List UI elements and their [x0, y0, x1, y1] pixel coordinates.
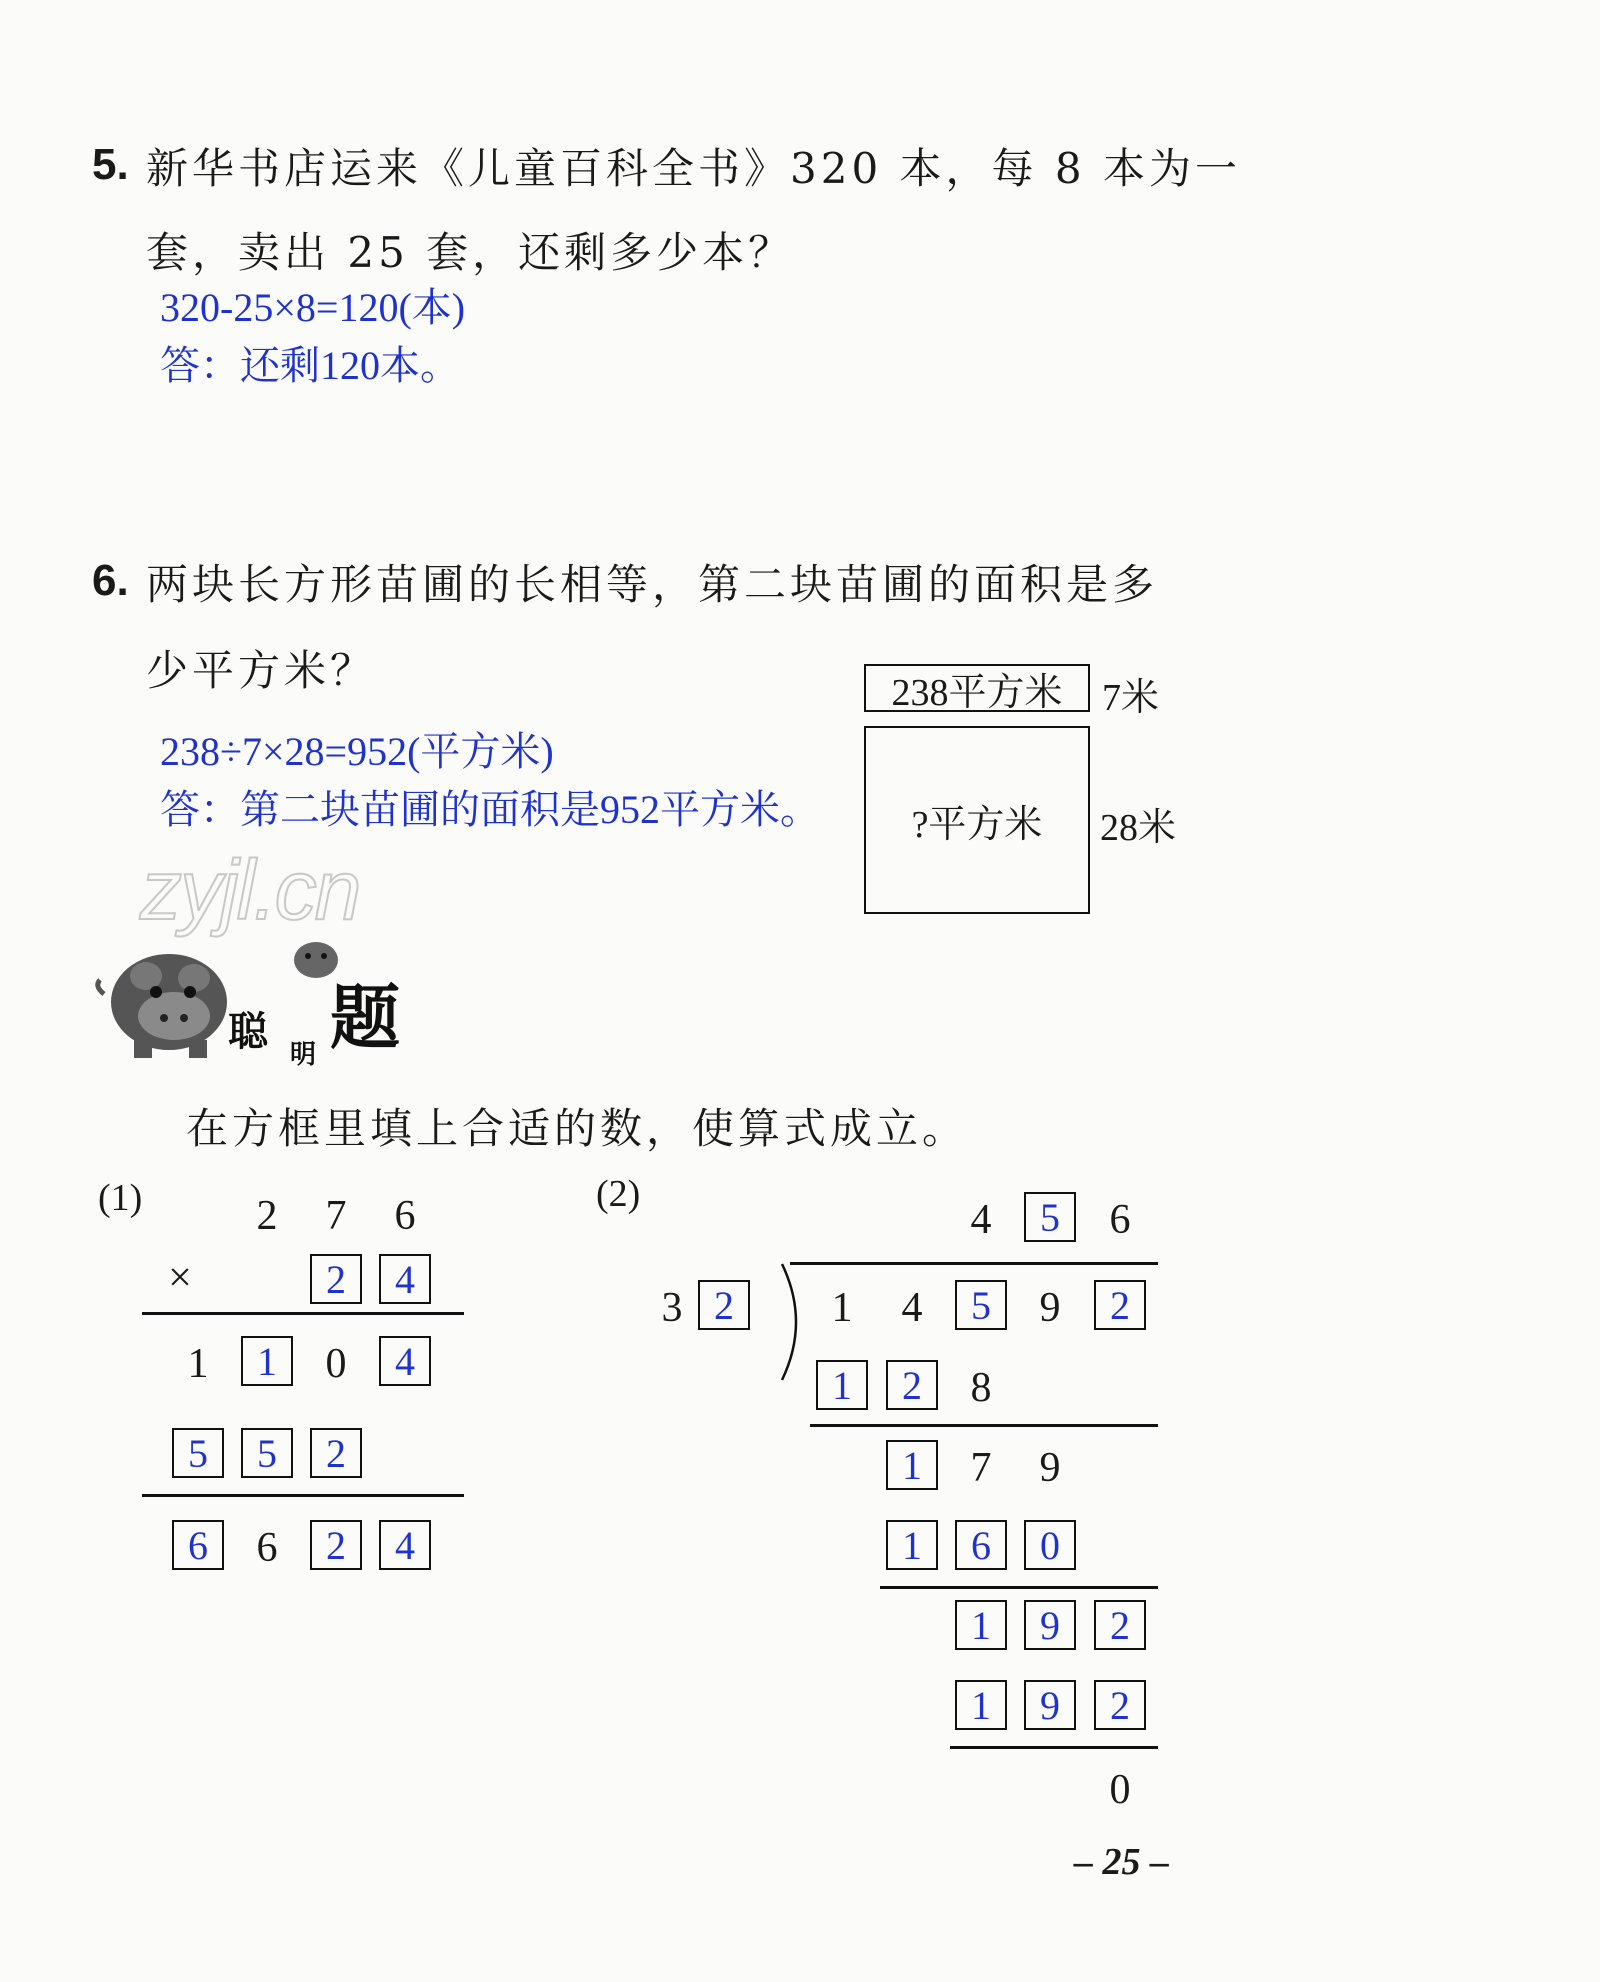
answer-box[interactable]: 6 [955, 1520, 1007, 1570]
dividend-digit: 4 [901, 1285, 923, 1331]
quotient-digit: 4 [970, 1197, 992, 1243]
rule-line [950, 1746, 1158, 1749]
bottom-rectangle-label: ?平方米 [911, 803, 1043, 846]
answer-box[interactable]: 1 [886, 1440, 938, 1490]
answer-box[interactable]: 5 [172, 1428, 224, 1478]
step-digit: 8 [970, 1365, 992, 1411]
remainder-digit: 0 [1109, 1767, 1131, 1813]
bottom-rectangle [864, 726, 1090, 914]
answer-box[interactable]: 4 [379, 1520, 431, 1570]
multiplicand-digit: 2 [256, 1193, 278, 1239]
answer-box[interactable]: 1 [955, 1600, 1007, 1650]
answer-box[interactable]: 4 [379, 1336, 431, 1386]
step-digit: 9 [1039, 1445, 1061, 1491]
top-rectangle [864, 664, 1090, 712]
rule-line [810, 1424, 1158, 1427]
section-title-small-1: 聪 [228, 1009, 268, 1055]
rule-line [880, 1586, 1158, 1589]
step-digit: 7 [970, 1445, 992, 1491]
answer-box[interactable]: 9 [1024, 1680, 1076, 1730]
puzzle-1-label: (1) [98, 1177, 143, 1219]
answer-box[interactable]: 2 [310, 1520, 362, 1570]
rule-line [142, 1312, 464, 1315]
answer-box[interactable]: 2 [698, 1280, 750, 1330]
answer-box[interactable]: 2 [1094, 1280, 1146, 1330]
division-bracket [776, 1262, 816, 1384]
question-5-line2: 套，卖出 25 套，还剩多少本？ [146, 228, 795, 277]
answer-box[interactable]: 5 [241, 1428, 293, 1478]
dividend-digit: 1 [831, 1285, 853, 1331]
partial-digit: 0 [325, 1341, 347, 1387]
question-5-line1: 新华书店运来《儿童百科全书》320 本，每 8 本为一 [146, 144, 1241, 193]
question-5-answer-expression: 320-25×8=120(本) [160, 285, 466, 330]
question-6-line2: 少平方米？ [146, 646, 377, 695]
answer-box[interactable]: 6 [172, 1520, 224, 1570]
question-6-number: 6. [92, 556, 129, 605]
result-digit: 6 [256, 1525, 278, 1571]
puzzle-2-label: (2) [596, 1173, 641, 1215]
answer-box[interactable]: 1 [241, 1336, 293, 1386]
answer-box[interactable]: 9 [1024, 1600, 1076, 1650]
top-rectangle-label: 238平方米 [891, 671, 1063, 714]
question-6-answer-expression: 238÷7×28=952(平方米) [160, 729, 554, 774]
watermark: zyjl.cn [140, 843, 360, 937]
answer-box[interactable]: 4 [379, 1254, 431, 1304]
rule-line [142, 1494, 464, 1497]
partial-digit: 1 [187, 1341, 209, 1387]
answer-box[interactable]: 5 [1024, 1192, 1076, 1242]
bottom-rectangle-side-label: 28米 [1100, 807, 1177, 849]
question-6-answer-text: 答：第二块苗圃的面积是952平方米。 [160, 787, 820, 832]
question-5-answer-text: 答：还剩120本。 [160, 343, 460, 388]
section-title-big: 题 [330, 977, 400, 1059]
top-rectangle-side-label: 7米 [1102, 677, 1160, 719]
answer-box[interactable]: 5 [955, 1280, 1007, 1330]
answer-box[interactable]: 2 [886, 1360, 938, 1410]
answer-box[interactable]: 2 [310, 1254, 362, 1304]
times-sign: × [168, 1255, 192, 1301]
answer-box[interactable]: 2 [1094, 1600, 1146, 1650]
answer-box[interactable]: 2 [1094, 1680, 1146, 1730]
section-instruction: 在方框里填上合适的数，使算式成立。 [186, 1104, 969, 1153]
quotient-digit: 6 [1109, 1197, 1131, 1243]
division-top-line [790, 1262, 1158, 1265]
multiplicand-digit: 7 [325, 1193, 347, 1239]
answer-box[interactable]: 1 [955, 1680, 1007, 1730]
answer-box[interactable]: 1 [886, 1520, 938, 1570]
answer-box[interactable]: 2 [310, 1428, 362, 1478]
multiplicand-digit: 6 [394, 1193, 416, 1239]
divisor-digit: 3 [661, 1285, 683, 1331]
section-title-small-2: 明 [290, 1040, 317, 1070]
page-number: – 25 – [1074, 1841, 1169, 1883]
question-5-number: 5. [92, 140, 129, 189]
dividend-digit: 9 [1039, 1285, 1061, 1331]
question-6-line1: 两块长方形苗圃的长相等，第二块苗圃的面积是多 [146, 560, 1159, 609]
answer-box[interactable]: 0 [1024, 1520, 1076, 1570]
answer-box[interactable]: 1 [816, 1360, 868, 1410]
